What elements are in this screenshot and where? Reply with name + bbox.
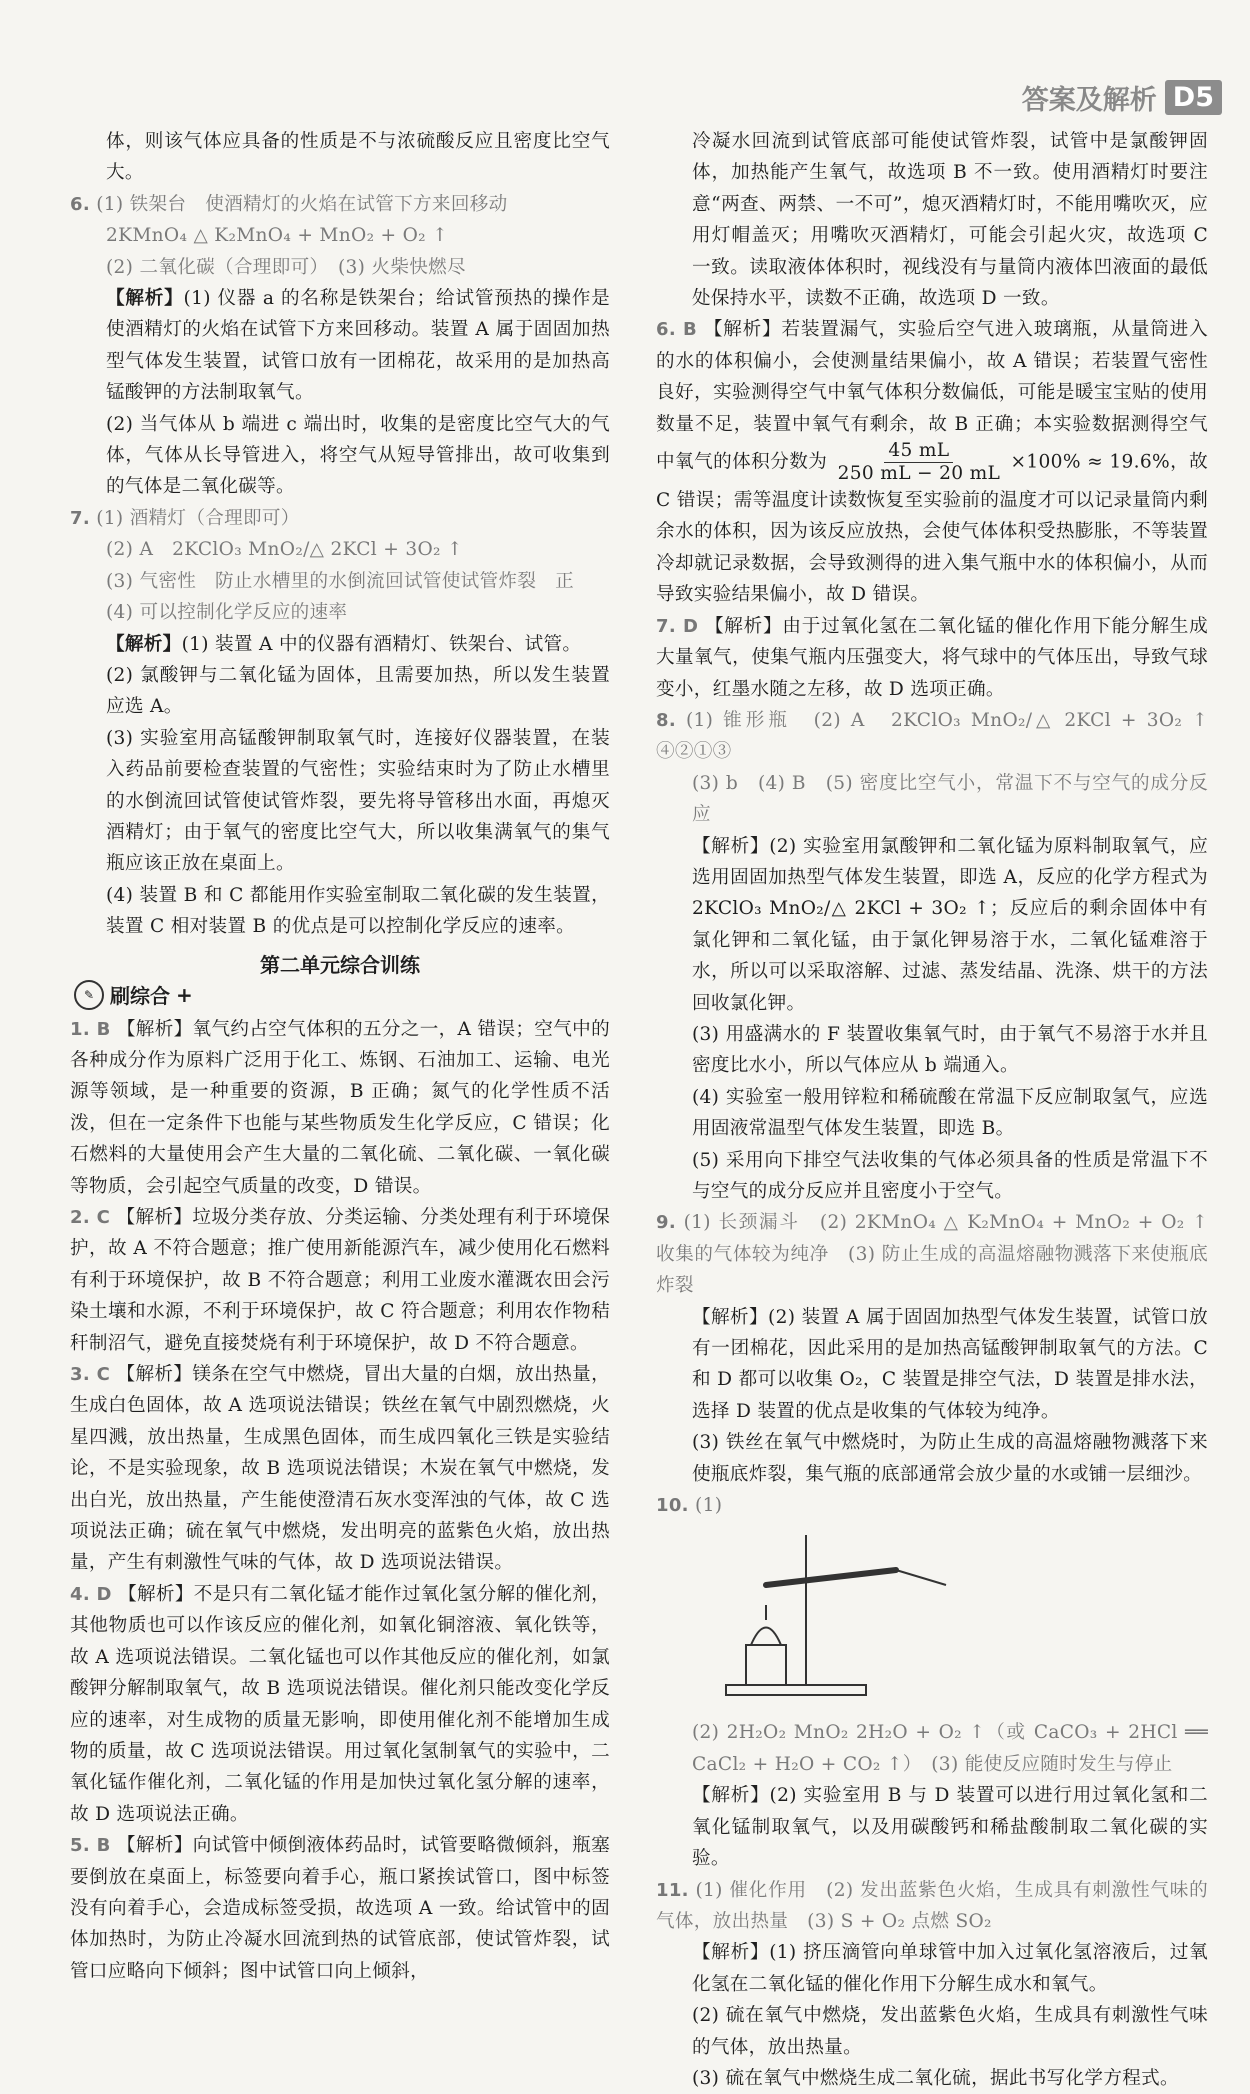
answer-10: 10. (1) bbox=[656, 1495, 723, 1517]
lamp-block bbox=[746, 1645, 786, 1685]
answer-9: 9. (1) 长颈漏斗 (2) 2KMnO₄ △ K₂MnO₄ + MnO₂ + O₂ ↑ 收集的气体较为纯净 (3) 防止生成的高温熔融物溅落下来使瓶底炸裂 bbox=[656, 1212, 1227, 1297]
analysis: 【解析】(2) 装置 A 属于固固加热型气体发生装置，试管口放有一团棉花，因此采用的是加热高锰酸钾制取氧气的方法。C 和 D 都可以收集 O₂，C 装置是排空气法，D 装置是排水法，选择 D 装置的优点是收集的气体较为纯净。 bbox=[692, 1306, 1208, 1422]
answer-8: 8. (1) 锥形瓶 (2) A 2KClO₃ MnO₂/△ 2KCl + 3O₂ ↑ ④②①③ bbox=[656, 709, 1227, 763]
analysis-line: (2) 硫在氧气中燃烧，发出蓝紫色火焰，生成具有刺激性气味的气体，放出热量。 bbox=[692, 2005, 1208, 2058]
analysis-line: (5) 采用向下排空气法收集的气体必须具备的性质是常温下不与空气的成分反应并且密度小于空气。 bbox=[692, 1149, 1208, 1202]
analysis: 【解析】(2) 实验室用氯酸钾和二氧化锰为原料制取氧气，应选用固固加热型气体发生装置，即选 A，反应的化学方程式为 2KClO₃ MnO₂/△ 2KCl + 3O₂ ↑；反应后的剩余固体中有氯化钾和二氧化锰，由于氯化钾易溶于水，二氧化锰难溶于水，所以可以采取溶解、过滤、蒸发结晶、洗涤、烘干的方法回收氯化钾。 bbox=[692, 835, 1208, 1014]
page-number: D5 bbox=[1165, 80, 1222, 115]
right-column bbox=[656, 126, 1227, 2094]
item-2: 2. C 【解析】垃圾分类存放、分类运输、分类处理有利于环境保护，故 A 不符合题意；推广使用新能源汽车，减少使用化石燃料有利于环境保护，故 B 不符合题意；利用工业废水灌溉农田会污染土壤和水源，不利于环境保护，故 C 符合题意；利用农作物秸秆制沼气，避免直接焚烧有利于环境保护，故 D 不符合题意。 bbox=[70, 1207, 610, 1354]
answer-line: (3) 气密性 防止水槽里的水倒流回试管使试管炸裂 正 bbox=[106, 570, 575, 592]
answer-line: (2) 二氧化碳（合理即可） (3) 火柴快燃尽 bbox=[106, 256, 466, 278]
section-title: 第二单元综合训练 bbox=[260, 952, 420, 977]
item-5: 5. B 【解析】向试管中倾倒液体药品时，试管要略微倾斜，瓶塞要倒放在桌面上，标签要向着手心，瓶口紧挨试管口，图中标签没有向着手心，会造成标签受损，故选项 A 一致。给试管中的固体加热时，为防止冷凝水回流到热的试管底部，使试管炸裂，试管口应略向下倾斜；图中试管口向上倾斜， bbox=[70, 1835, 610, 1982]
apparatus-figure bbox=[706, 1525, 966, 1705]
item-3: 3. C 【解析】镁条在空气中燃烧，冒出大量的白烟，放出热量，生成白色固体，故 A 选项说法错误；铁丝在氧气中剧烈燃烧，火星四溅，放出热量，生成黑色固体，而生成四氧化三铁是实验结论，不是实验现象，故 B 选项说法错误；木炭在氧气中燃烧，发出白光，放出热量，产生能使澄清石灰水变浑浊的气体，故 C 选项说法正确；硫在氧气中燃烧，发出明亮的蓝紫色火焰，放出热量，产生有刺激性气味的气体，故 D 选项说法错误。 bbox=[70, 1364, 610, 1574]
analysis-line: (2) 当气体从 b 端进 c 端出时，收集的是密度比空气大的气体，气体从长导管进入，将空气从短导管排出，故可收集到的气体是二氧化碳等。 bbox=[106, 413, 610, 498]
page-header bbox=[1022, 78, 1222, 117]
left-column bbox=[70, 126, 610, 1987]
paragraph: 冷凝水回流到试管底部可能使试管炸裂，试管中是氯酸钾固体，加热能产生氧气，故选项 B 不一致。使用酒精灯时要注意“两查、两禁、一不可”，熄灭酒精灯时，不能用嘴吹灭，应用灯帽盖灭；用嘴吹灭酒精灯，可能会引起火灾，故选项 C 一致。读取液体体积时，视线没有与量筒内液体凹液面的最低处保持水平，读数不正确，故选项 D 一致。 bbox=[692, 131, 1208, 310]
section-badge bbox=[74, 980, 610, 1010]
paragraph: 体，则该气体应具备的性质是不与浓硫酸反应且密度比空气大。 bbox=[106, 131, 610, 184]
analysis-line: (3) 实验室用高锰酸钾制取氧气时，连接好仪器装置，在装入药品前要检查装置的气密性；实验结束时为了防止水槽里的水倒流回试管使试管炸裂，要先将导管移出水面，再熄灭酒精灯；由于氧气的密度比空气大，所以收集满氧气的集气瓶应该正放在桌面上。 bbox=[106, 727, 610, 875]
answer-6: 6. (1) 铁架台 使酒精灯的火焰在试管下方来回移动 bbox=[70, 193, 508, 215]
answer-line: (2) 2H₂O₂ MnO₂ 2H₂O + O₂ ↑（或 CaCO₃ + 2HCl ══ CaCl₂ + H₂O + CO₂ ↑） (3) 能使反应随时发生与停止 bbox=[692, 1722, 1208, 1775]
analysis-line: (4) 装置 B 和 C 都能用作实验室制取二氧化碳的发生装置，装置 C 相对装置 B 的优点是可以控制化学反应的速率。 bbox=[106, 884, 610, 938]
item-6: 6. B 【解析】若装置漏气，实验后空气进入玻璃瓶，从量筒进入的水的体积偏小，会使测量结果偏小，故 A 错误；若装置气密性良好，实验测得空气中氧气体积分数偏低，可能是暖宝宝贴的使用数量不足，装置中氧气有剩余，故 B 正确；本实验数据测得空气中氧气的体积分数为 $\frac{45 mL}{250 mL - 20 mL}$ ×100% ≈ 19.6%，故 C 错误；需等温度计读数恢复至实验前的温度才可以记录量筒内剩余水的体积，因为该反应放热，会使气体体积受热膨胀，不等装置冷却就记录数据，会导致测得的进入集气瓶中水的体积偏小，从而导致实验结果偏小，故 D 错误。 bbox=[656, 319, 1208, 606]
answer-line: (4) 可以控制化学反应的速率 bbox=[106, 602, 348, 624]
item-4: 4. D 【解析】不是只有二氧化锰才能作过氧化氢分解的催化剂，其他物质也可以作该反应的催化剂，如氧化铜溶液、氧化铁等，故 A 选项说法错误。二氧化锰也可以作其他反应的催化剂，如氯酸钾分解制取氧气，故 B 选项说法错误。催化剂只能改变化学反应的速率，对生成物的质量无影响，即使用催化剂不能增加生成物的质量，故 C 选项说法错误。用过氧化氢制氧气的实验中，二氧化锰作催化剂，二氧化锰的作用是加快过氧化氢分解的速率，故 D 选项说法正确。 bbox=[70, 1583, 610, 1825]
plus-icon: + bbox=[176, 982, 193, 1007]
item-7: 7. D 【解析】由于过氧化氢在二氧化锰的催化作用下能分解生成大量氧气，使集气瓶内压强变大，将气球中的气体压出，导致气球变小，红墨水随之左移，故 D 选项正确。 bbox=[656, 615, 1208, 700]
analysis: 【解析】(1) 装置 A 中的仪器有酒精灯、铁架台、试管。 bbox=[106, 633, 582, 655]
delivery-tube bbox=[896, 1570, 946, 1585]
analysis: 【解析】(1) 挤压滴管向单球管中加入过氧化氢溶液后，过氧化氢在二氧化锰的催化作用下分解生成水和氧气。 bbox=[692, 1942, 1208, 1995]
stand-base bbox=[726, 1685, 866, 1695]
analysis-line: (3) 硫在氧气中燃烧生成二氧化硫，据此书写化学方程式。 bbox=[692, 2067, 1179, 2089]
equation: 2KMnO₄ △ K₂MnO₄ + MnO₂ + O₂ ↑ bbox=[106, 225, 449, 247]
analysis: 【解析】(2) 实验室用 B 与 D 装置可以进行用过氧化氢和二氧化锰制取氧气，以及用碳酸钙和稀盐酸制取二氧化碳的实验。 bbox=[692, 1785, 1208, 1870]
badge-label: 刷综合 bbox=[110, 984, 170, 1009]
item-1: 1. B 【解析】氧气约占空气体积的五分之一，A 错误；空气中的各种成分作为原料广泛用于化工、炼钢、石油加工、运输、电光源等领域，是一种重要的资源，B 正确；氮气的化学性质不活泼，但在一定条件下也能与某些物质发生化学反应，C 错误；化石燃料的大量使用会产生大量的二氧化硫、二氧化碳、一氧化碳等物质，会引起空气质量的改变，D 错误。 bbox=[70, 1018, 610, 1197]
answer-7: 7. (1) 酒精灯（合理即可） bbox=[70, 507, 300, 529]
fraction-numerator: 45 mL bbox=[884, 440, 953, 463]
analysis-line: (4) 实验室一般用锌粒和稀硫酸在常温下反应制取氢气，应选用固液常温型气体发生装置，即选 B。 bbox=[692, 1086, 1208, 1140]
brush-icon: ✎ bbox=[74, 980, 104, 1010]
test-tube bbox=[766, 1570, 896, 1585]
alcohol-lamp bbox=[751, 1628, 781, 1646]
analysis: 【解析】(1) 仪器 a 的名称是铁架台；给试管预热的操作是使酒精灯的火焰在试管下方来回移动。装置 A 属于固固加热型气体发生装置，试管口放有一团棉花，故采用的是加热高锰酸钾的方法制取氧气。 bbox=[106, 288, 610, 404]
answer-line: (2) A 2KClO₃ MnO₂/△ 2KCl + 3O₂ ↑ bbox=[106, 539, 463, 561]
fraction bbox=[838, 440, 1001, 485]
analysis-line: (3) 铁丝在氧气中燃烧时，为防止生成的高温熔融物溅落下来使瓶底炸裂，集气瓶的底部通常会放少量的水或铺一层细沙。 bbox=[692, 1432, 1208, 1485]
answer-11: 11. (1) 催化作用 (2) 发出蓝紫色火焰，生成具有刺激性气味的气体，放出热量 (3) S + O₂ 点燃 SO₂ bbox=[656, 1879, 1208, 1932]
analysis-line: (3) 用盛满水的 F 装置收集氧气时，由于氧气不易溶于水并且密度比水小，所以气体应从 b 端通入。 bbox=[692, 1023, 1208, 1077]
analysis-line: (2) 氯酸钾与二氧化锰为固体，且需要加热，所以发生装置应选 A。 bbox=[106, 664, 610, 718]
answer-line: (3) b (4) B (5) 密度比空气小，常温下不与空气的成分反应 bbox=[692, 772, 1208, 826]
header-title: 答案及解析 bbox=[1021, 85, 1157, 116]
fraction-denominator: 250 mL − 20 mL bbox=[837, 463, 1001, 485]
